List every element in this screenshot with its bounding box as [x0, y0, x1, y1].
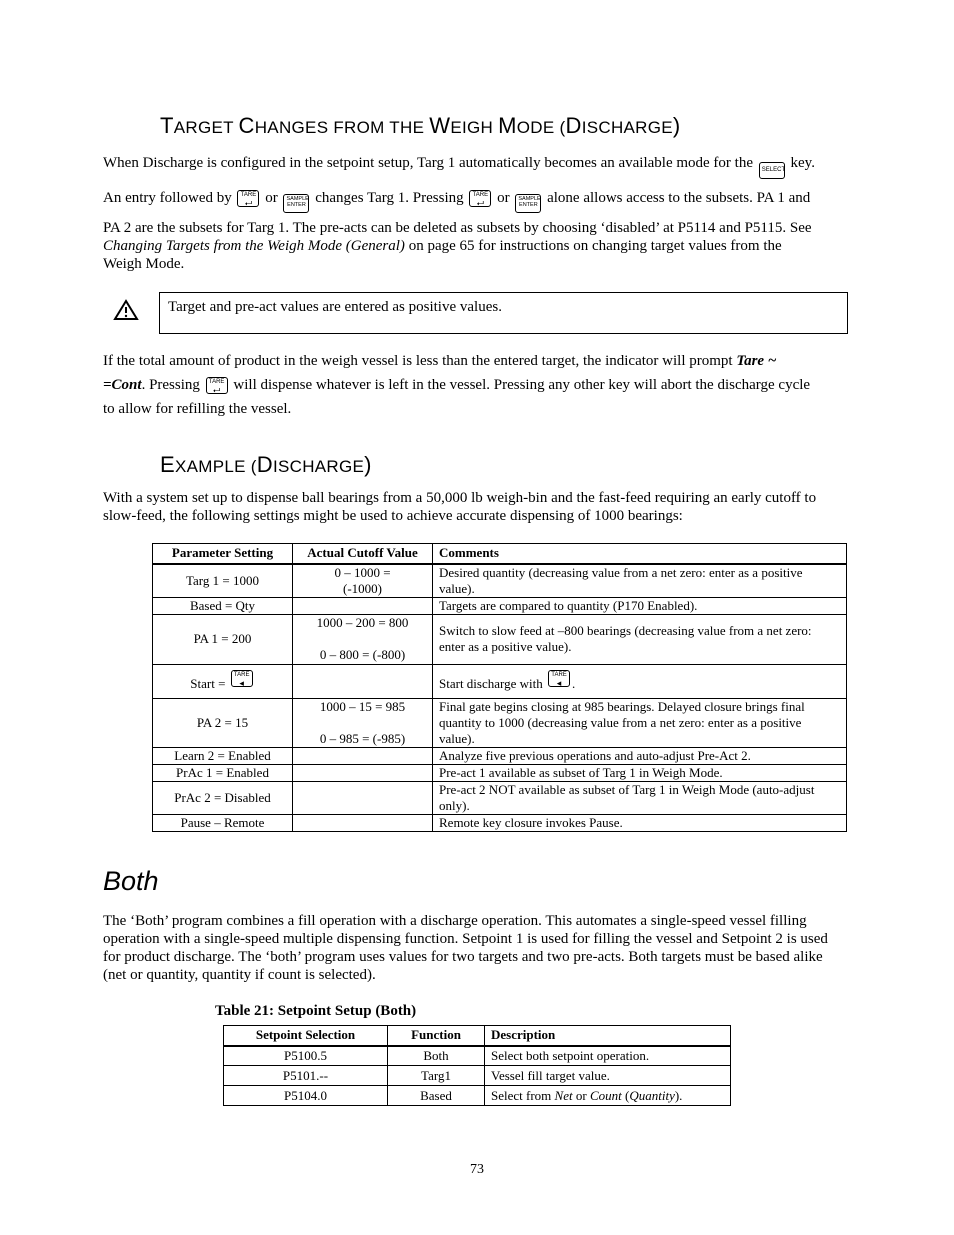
- table-row: P5100.5 Both Select both setpoint operation.: [224, 1046, 731, 1066]
- section-title-both: Both: [103, 866, 159, 896]
- table-row: Pause – Remote Remote key closure invokes Pause.: [153, 814, 847, 831]
- table-row: Targ 1 = 1000 0 – 1000 = (-1000) Desired quantity (decreasing value from a net zero: enter as a positive value).: [153, 564, 847, 598]
- paragraph-entry-changes: An entry followed by TARE ⮠ or SAMPLE ENTER changes Targ 1. Pressing TARE ⮠ or SAMPLE ENTER alone allows access to the subsets. PA 1 and PA 2 are the subsets for Targ 1. The pre-acts can be deleted as subsets by choosing ‘disabled’ at P5114 and P5115. See Changing Targets from the Weigh Mode (General) on page 65 for instructions on changing target values from the Weigh Mode.: [103, 190, 812, 272]
- example-discharge-table: [152, 543, 847, 832]
- table-caption: Table 21: Setpoint Setup (Both): [215, 1003, 417, 1019]
- setpoint-setup-table: [223, 1025, 731, 1106]
- tare-key-icon: TARE ⮠: [237, 190, 259, 207]
- tare-key-icon: TARE ⮠: [469, 190, 491, 207]
- section-title-target-changes: TARGET CHANGES FROM THE WEIGH MODE (DISCHARGE): [160, 113, 681, 138]
- paragraph-both-intro: The ‘Both’ program combines a fill operation with a discharge operation. This automates a single-speed vessel filling operation with a single-speed multiple dispensing function. Setpoint 1 is used for filling the vessel and Setpoint 2 is used for product discharge. The ‘both’ program uses values for two targets and two pre-acts. Both targets must be based alike (net or quantity, quantity if count is selected).: [103, 913, 828, 983]
- note-box: [159, 292, 848, 334]
- table-row: PrAc 2 = Disabled Pre-act 2 NOT available as subset of Targ 1 in Weigh Mode (auto-adjust only).: [153, 781, 847, 814]
- table-row: P5104.0 Based Select from Net or Count (Quantity).: [224, 1086, 731, 1106]
- table-header: Comments: [433, 544, 847, 564]
- section-title-example-discharge: EXAMPLE (DISCHARGE): [160, 452, 372, 477]
- table-row: Start = TARE ◂ Start discharge with TARE ◂ .: [153, 664, 847, 698]
- note-text: Target and pre-act values are entered as positive values.: [168, 299, 502, 315]
- table-header: Actual Cutoff Value: [293, 544, 433, 564]
- table-header: Setpoint Selection: [224, 1026, 388, 1046]
- select-key-icon: SELECT: [759, 162, 785, 179]
- table-header: Function: [388, 1026, 485, 1046]
- tare-key-icon: TARE ◂: [548, 670, 570, 687]
- paragraph-tare-cont: If the total amount of product in the weigh vessel is less than the entered target, the indicator will prompt Tare ~ =Cont. Pressing TARE ⮠ will dispense whatever is left in the vessel. Pressing any other key will abort the discharge cycle to allow for refilling the vessel.: [103, 353, 811, 417]
- table-row: PrAc 1 = Enabled Pre-act 1 available as subset of Targ 1 in Weigh Mode.: [153, 764, 847, 781]
- table-row: P5101.-- Targ1 Vessel fill target value.: [224, 1066, 731, 1086]
- table-row: Learn 2 = Enabled Analyze five previous operations and auto-adjust Pre-Act 2.: [153, 747, 847, 764]
- sample-enter-key-icon: SAMPLE ENTER: [283, 194, 309, 213]
- paragraph-example-intro: With a system set up to dispense ball bearings from a 50,000 lb weigh-bin and the fast-feed requiring an early cutoff to slow-feed, the following settings might be used to achieve accurate dispensing of 1000 bearings:: [103, 490, 817, 524]
- paragraph-discharge-intro: When Discharge is configured in the setpoint setup, Targ 1 automatically becomes an available mode for the SELECT key.: [103, 154, 863, 179]
- table-row: Based = Qty Targets are compared to quantity (P170 Enabled).: [153, 597, 847, 614]
- tare-key-icon: TARE ⮠: [206, 377, 228, 394]
- warning-icon: [113, 299, 139, 326]
- table-header: Parameter Setting: [153, 544, 293, 564]
- table-row: PA 2 = 15 1000 – 15 = 985 0 – 985 = (-985) Final gate begins closing at 985 bearings. Delayed closure brings final quantity to 1000 (decreasing value from a net zero: enter as a positive value).: [153, 698, 847, 747]
- page-number: 73: [470, 1162, 484, 1177]
- tare-key-icon: TARE ◂: [231, 670, 253, 687]
- table-row: PA 1 = 200 1000 – 200 = 800 0 – 800 = (-800) Switch to slow feed at –800 bearings (decreasing value from a net zero: enter as a positive value).: [153, 614, 847, 664]
- sample-enter-key-icon: SAMPLE ENTER: [515, 194, 541, 213]
- table-header: Description: [485, 1026, 731, 1046]
